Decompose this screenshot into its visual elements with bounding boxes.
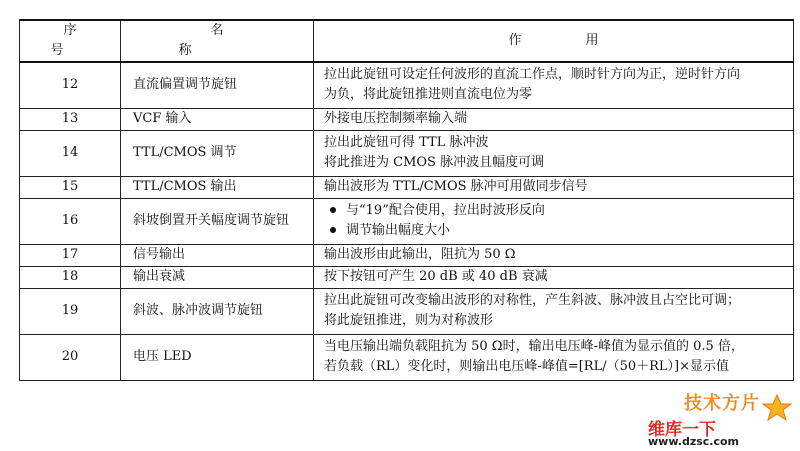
row-function: [314, 266, 794, 288]
row-number: 17: [20, 244, 121, 266]
bullet-icon: [330, 207, 336, 213]
function-line: [324, 267, 787, 287]
header-name: 名称: [121, 20, 314, 62]
row-function: [314, 130, 794, 176]
function-text: 拉出此旋钮可改变输出波形的对称性，产生斜波、脉冲波且占空比可调；: [324, 293, 741, 308]
table-row: [20, 62, 794, 108]
watermark-brand: 技术方片: [684, 393, 760, 414]
watermark-site-cn: 维库一下: [648, 420, 716, 440]
row-number: 13: [20, 108, 121, 130]
table-row: [20, 130, 794, 176]
row-function: [314, 288, 794, 334]
row-name: 直流偏置调节旋钮: [121, 62, 314, 108]
function-text: 与“19”配合使用，拉出时波形反向: [346, 203, 545, 218]
table-row: [20, 288, 794, 334]
row-number: 18: [20, 266, 121, 288]
spec-table: [19, 19, 794, 381]
function-text: 将此推进为 CMOS 脉冲波且幅度可调: [324, 155, 545, 170]
function-text: 按下按钮可产生 20 dB 或 40 dB 衰减: [324, 269, 548, 284]
watermark-url: www.dzsc.com: [648, 435, 740, 448]
table-row: [20, 108, 794, 130]
row-name: 输出衰减: [121, 266, 314, 288]
row-name: VCF 输入: [121, 108, 314, 130]
table-row: [20, 176, 794, 198]
function-line: [324, 201, 787, 221]
function-line: [324, 65, 787, 85]
row-function: [314, 334, 794, 380]
row-number: 16: [20, 198, 121, 244]
watermark: [646, 389, 796, 451]
function-line: [324, 291, 787, 311]
table-row: [20, 334, 794, 380]
bullet-icon: [330, 227, 336, 233]
header-no: 序号: [20, 20, 121, 62]
function-line: [324, 133, 787, 153]
function-line: [324, 311, 787, 331]
function-text: 当电压输出端负载阻抗为 50 Ω时，输出电压峰-峰值为显示值的 0.5 倍，: [324, 339, 744, 354]
table-row: [20, 266, 794, 288]
table-row: [20, 244, 794, 266]
row-function: [314, 198, 794, 244]
row-number: 12: [20, 62, 121, 108]
star-icon: [760, 393, 794, 423]
row-function: [314, 108, 794, 130]
function-line: [324, 109, 787, 129]
table-row: [20, 198, 794, 244]
function-text: 拉出此旋钮可设定任何波形的直流工作点，顺时针方向为正，逆时针方向: [324, 67, 741, 83]
row-name: 斜坡倒置开关幅度调节旋钮: [121, 198, 314, 244]
function-text: 将此旋钮推进，则为对称波形: [324, 313, 494, 328]
row-function: [314, 176, 794, 198]
row-number: 15: [20, 176, 121, 198]
row-name: 信号输出: [121, 244, 314, 266]
function-text: 若负载（RL）变化时，则输出电压峰-峰值=[RL/（50＋RL）]×显示值: [324, 359, 730, 374]
function-text: 拉出此旋钮可得 TTL 脉冲波: [324, 135, 489, 150]
function-line: [324, 153, 787, 173]
function-text: 输出波形由此输出，阻抗为 50 Ω: [324, 247, 516, 262]
function-text: 为负，将此旋钮推进则直流电位为零: [324, 87, 533, 103]
row-name: 电压 LED: [121, 334, 314, 380]
row-function: [314, 62, 794, 108]
row-name: TTL/CMOS 调节: [121, 130, 314, 176]
row-function: [314, 244, 794, 266]
function-text: 调节输出幅度大小: [346, 223, 451, 238]
function-line: [324, 177, 787, 197]
function-line: [324, 221, 787, 241]
function-text: 外接电压控制频率输入端: [324, 111, 468, 126]
function-text: 输出波形为 TTL/CMOS 脉冲可用做同步信号: [324, 179, 588, 194]
row-number: 19: [20, 288, 121, 334]
row-number: 14: [20, 130, 121, 176]
row-number: 20: [20, 334, 121, 380]
function-line: [324, 85, 787, 105]
function-line: [324, 357, 787, 377]
header-use: 作用: [314, 20, 794, 62]
function-line: [324, 337, 787, 357]
row-name: 斜波、脉冲波调节旋钮: [121, 288, 314, 334]
row-name: TTL/CMOS 输出: [121, 176, 314, 198]
function-line: [324, 245, 787, 265]
